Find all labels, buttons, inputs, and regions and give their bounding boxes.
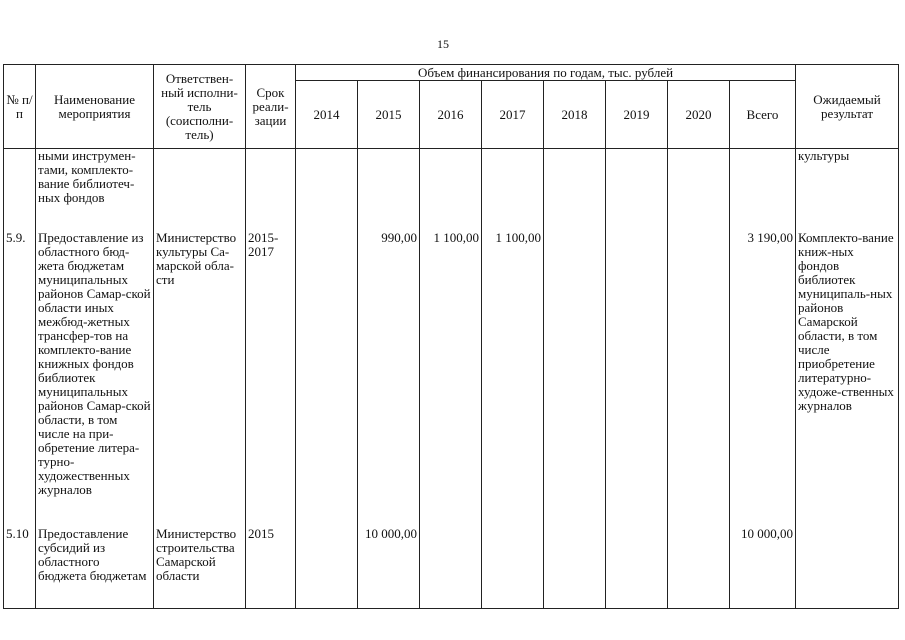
header-year: 2018 (544, 81, 606, 149)
row-year-value (544, 527, 606, 609)
row-term (246, 149, 296, 231)
row-name: ными инструмен-тами, комплекто-вание библиотеч-ных фондов (36, 149, 154, 231)
row-year-value: 10 000,00 (358, 527, 420, 609)
row-year-value: 990,00 (358, 231, 420, 527)
row-year-value (606, 149, 668, 231)
row-year-value (358, 149, 420, 231)
header-year: 2016 (420, 81, 482, 149)
row-year-value: 1 100,00 (420, 231, 482, 527)
row-name: Предоставление из областного бюд-жета бюджетам муниципальных районов Самар-ской области иных межбюд-жетных трансфер-тов на комплекто-вание книжных фондов библиотек муниципальных районов Самар-ской области, в том числе на при-обретение литера-турно-художественных журналов (36, 231, 154, 527)
header-year: 2015 (358, 81, 420, 149)
row-year-value (296, 527, 358, 609)
row-year-value: 1 100,00 (482, 231, 544, 527)
table-row (4, 149, 899, 231)
row-year-value (482, 149, 544, 231)
table-row (4, 527, 899, 609)
header-executor: Ответствен-ный исполни-тель (соисполни-тель) (154, 65, 246, 149)
header-result: Ожидаемый результат (796, 65, 899, 149)
header-year: 2014 (296, 81, 358, 149)
row-result: Комплекто-вание книж-ных фондов библиотек муниципаль-ных районов Самарской области, в том числе приобретение литературно-художе-ственных журналов (796, 231, 899, 527)
row-year-value (544, 231, 606, 527)
row-num: 5.10 (4, 527, 36, 609)
row-term: 2015-2017 (246, 231, 296, 527)
row-year-value (668, 527, 730, 609)
header-funding-group: Объем финансирования по годам, тыс. рублей (296, 65, 796, 81)
row-name: Предоставление субсидий из областного бюджета бюджетам (36, 527, 154, 609)
row-num (4, 149, 36, 231)
row-year-value (296, 149, 358, 231)
row-year-value (482, 527, 544, 609)
row-year-value (668, 231, 730, 527)
row-year-value (296, 231, 358, 527)
funding-table (3, 64, 899, 609)
row-year-value (420, 149, 482, 231)
row-total (730, 149, 796, 231)
row-result: культуры (796, 149, 899, 231)
row-result (796, 527, 899, 609)
header-term: Срок реали-зации (246, 65, 296, 149)
row-term: 2015 (246, 527, 296, 609)
header-year: 2017 (482, 81, 544, 149)
header-total: Всего (730, 81, 796, 149)
row-year-value (606, 527, 668, 609)
row-num: 5.9. (4, 231, 36, 527)
row-year-value (420, 527, 482, 609)
row-year-value (544, 149, 606, 231)
header-name: Наименование мероприятия (36, 65, 154, 149)
row-total: 10 000,00 (730, 527, 796, 609)
row-executor: Министерство строительства Самарской области (154, 527, 246, 609)
row-year-value (668, 149, 730, 231)
header-year: 2020 (668, 81, 730, 149)
row-year-value (606, 231, 668, 527)
table-row (4, 231, 899, 527)
header-num: № п/п (4, 65, 36, 149)
page-number: 15 (437, 37, 449, 51)
row-total: 3 190,00 (730, 231, 796, 527)
header-year: 2019 (606, 81, 668, 149)
row-executor (154, 149, 246, 231)
row-executor: Министерство культуры Са-марской обла-сти (154, 231, 246, 527)
